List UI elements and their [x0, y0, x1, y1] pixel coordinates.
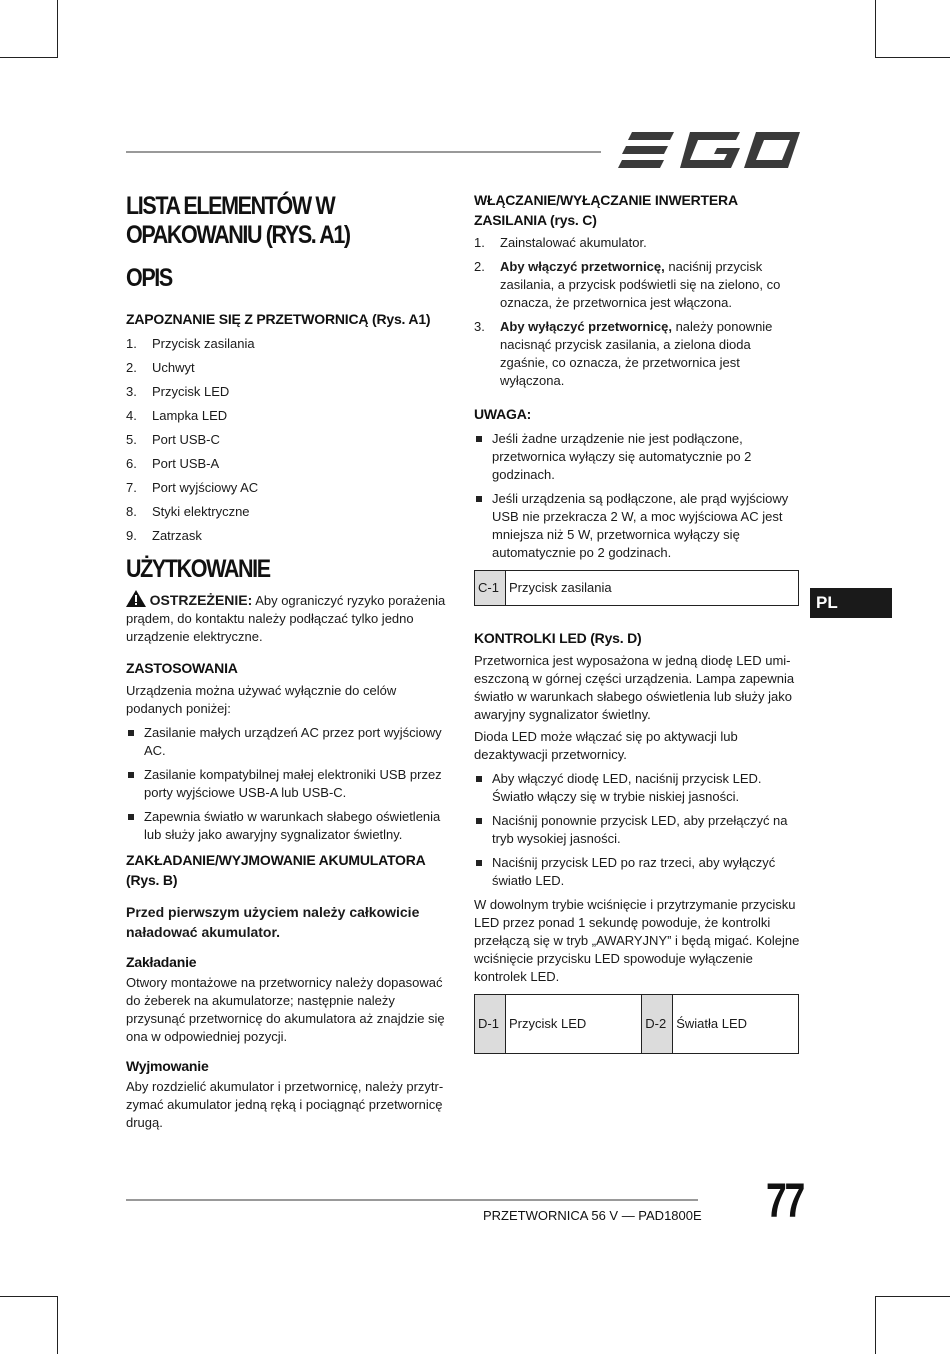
ego-logo	[618, 128, 800, 172]
item-text: Zapewnia światło w warunkach słabego oświetlenia lub służy jako awaryjny sygnalizator świetlny.	[144, 809, 441, 842]
battery-note: Przed pierwszym użyciem należy całkowicie naładować akumulator.	[126, 904, 420, 940]
item-text: Jeśli urządzenia są podłączone, ale prąd wyjściowy USB nie przekracza 2 W, a moc wyjściowa AC jest mniejsza niż 5 W, przetwornica wyłączy się automatycznie po 2 godzinach.	[492, 491, 789, 560]
item-text	[500, 234, 800, 252]
item-text: Zatrzask	[152, 528, 202, 543]
remove-text: Aby rozdzielić akumulator i przetwornicę, należy przytrzymać akumulator jedną ręką i pociągnąć przetwornicę drugą.	[126, 1079, 444, 1130]
install-heading: Zakładanie	[126, 954, 197, 970]
item-number: 7.	[126, 480, 137, 495]
warning-triangle-icon	[126, 590, 146, 607]
table-value: Przycisk LED	[506, 995, 642, 1054]
crop-mark	[875, 1296, 950, 1297]
footer-rule	[126, 1199, 698, 1201]
table-row	[475, 995, 799, 1054]
list-item	[126, 527, 454, 545]
applications-heading: ZASTOSOWANIA	[126, 660, 238, 676]
item-number: 2.	[474, 259, 485, 274]
item-number: 3.	[126, 384, 137, 399]
crop-mark	[875, 57, 950, 58]
item-text: Jeśli żadne urządzenie nie jest podłączone, przetwornica wyłączy się automatycznie po 2 godzinach.	[492, 431, 752, 482]
notes-list	[474, 430, 800, 562]
list-item	[126, 766, 454, 802]
list-item	[474, 318, 800, 390]
crop-mark	[57, 0, 58, 58]
list-item	[126, 724, 454, 760]
list-item	[474, 234, 800, 252]
item-number: 6.	[126, 456, 137, 471]
item-text: Uchwyt	[152, 360, 195, 375]
table-row	[475, 571, 799, 606]
item-text	[500, 258, 800, 312]
list-item	[126, 455, 454, 473]
note-heading: UWAGA:	[474, 406, 532, 422]
item-text: Port USB-A	[152, 456, 220, 471]
led-intro-1: Przetwornica jest wyposażona w jedną diodę LED umieszczoną w górnej części urządzenia. Lampa zapewnia światło w warunkach słabego oświetlenia lub służy jako awaryjny sygnalizator świetlny.	[474, 653, 795, 722]
table-c	[474, 570, 799, 606]
onoff-steps	[474, 234, 800, 390]
item-number: 8.	[126, 504, 137, 519]
item-rest: naciśnij przycisk zasilania, a przycisk podświetli się na zielono, co oznacza, że przetwornica jest włączona.	[500, 259, 781, 310]
item-number: 3.	[474, 319, 485, 334]
item-rest: należy ponownie nacisnąć przycisk zasilania, a zielona dioda zgaśnie, co oznacza, że przetwornica jest wyłączona.	[500, 319, 773, 388]
list-item	[474, 854, 800, 890]
table-value: Światła LED	[673, 995, 799, 1054]
opis-title: OPIS	[126, 264, 172, 292]
crop-mark	[875, 0, 876, 58]
bullet-square-icon	[128, 730, 134, 736]
header-rule	[126, 151, 601, 153]
battery-heading: ZAKŁADANIE/WYJMOWANIE AKUMULATORA (Rys. B)	[126, 852, 426, 888]
item-text: Przycisk zasilania	[152, 336, 255, 351]
bullet-square-icon	[128, 772, 134, 778]
usage-title: UŻYTKOWANIE	[126, 555, 270, 583]
item-number: 9.	[126, 528, 137, 543]
bullet-square-icon	[476, 860, 482, 866]
warning-label: OSTRZEŻENIE:	[149, 592, 253, 608]
item-rest: Zainstalować akumulator.	[500, 235, 647, 250]
item-text: Zasilanie kompatybilnej małej elektroniki USB przez porty wyjściowe USB-A lub USB-C.	[144, 767, 442, 800]
bullet-square-icon	[476, 496, 482, 502]
list-item	[474, 258, 800, 312]
item-bold: Aby włączyć przetwornicę,	[500, 259, 665, 274]
applications-list	[126, 724, 454, 844]
parts-list	[126, 335, 454, 545]
item-text: Przycisk LED	[152, 384, 230, 399]
list-item	[474, 430, 800, 484]
item-number: 2.	[126, 360, 137, 375]
warning	[126, 590, 454, 646]
table-d	[474, 994, 799, 1054]
item-text	[500, 318, 800, 390]
item-number: 1.	[474, 235, 485, 250]
list-item	[126, 335, 454, 353]
list-item	[474, 812, 800, 848]
item-text: Naciśnij przycisk LED po raz trzeci, aby wyłączyć światło LED.	[492, 855, 776, 888]
list-item	[126, 383, 454, 401]
right-column	[474, 190, 800, 1054]
list-item	[474, 490, 800, 562]
footer-product: PRZETWORNICA 56 V — PAD1800E	[483, 1208, 702, 1223]
list-item	[126, 407, 454, 425]
item-text: Lampka LED	[152, 408, 228, 423]
led-intro-2: Dioda LED może włączać się po aktywacji lub dezaktywacji przetwornicy.	[474, 729, 738, 762]
left-column	[126, 190, 454, 1132]
bullet-square-icon	[476, 818, 482, 824]
crop-mark	[875, 1296, 876, 1354]
bullet-square-icon	[128, 814, 134, 820]
table-key: C-1	[475, 571, 506, 606]
item-text: Port USB-C	[152, 432, 220, 447]
led-heading: KONTROLKI LED (Rys. D)	[474, 630, 642, 646]
list-item	[474, 770, 800, 806]
page-number: 77	[766, 1175, 803, 1228]
item-number: 5.	[126, 432, 137, 447]
crop-mark	[57, 1296, 58, 1354]
item-text: Naciśnij ponownie przycisk LED, aby przełączyć na tryb wysokiej jasności.	[492, 813, 788, 846]
list-item	[126, 479, 454, 497]
install-text: Otwory montażowe na przetwornicy należy dopasować do żeberek na akumulatorze; następnie należy przysunąć przetwornicę do akumulatora aż znajdzie się ona w odpowiedniej pozycji.	[126, 975, 445, 1044]
list-item	[126, 808, 454, 844]
item-number: 1.	[126, 336, 137, 351]
led-bullets	[474, 770, 800, 890]
list-item	[126, 431, 454, 449]
crop-mark	[0, 57, 58, 58]
item-text: Aby włączyć diodę LED, naciśnij przycisk LED. Światło włączy się w trybie niskiej jasności.	[492, 771, 762, 804]
bullet-square-icon	[476, 436, 482, 442]
applications-intro: Urządzenia można używać wyłącznie do celów podanych poniżej:	[126, 683, 397, 716]
language-tab: PL	[810, 588, 892, 618]
table-key: D-2	[642, 995, 673, 1054]
item-text: Styki elektryczne	[152, 504, 250, 519]
item-bold: Aby wyłączyć przetwornicę,	[500, 319, 672, 334]
item-text: Port wyjściowy AC	[152, 480, 259, 495]
onoff-heading: WŁĄCZANIE/WYŁĄCZANIE INWERTERA ZASILANIA (rys. C)	[474, 192, 738, 228]
bullet-square-icon	[476, 776, 482, 782]
intro-heading: ZAPOZNANIE SIĘ Z PRZETWORNICĄ (Rys. A1)	[126, 311, 431, 327]
list-item	[126, 359, 454, 377]
item-text: Zasilanie małych urządzeń AC przez port wyjściowy AC.	[144, 725, 442, 758]
crop-mark	[0, 1296, 58, 1297]
remove-heading: Wyjmowanie	[126, 1058, 209, 1074]
list-item	[126, 503, 454, 521]
led-outro: W dowolnym trybie wciśnięcie i przytrzymanie przycisku LED przez ponad 1 sekundę powoduje, że kontrolki przełączą się w tryb „AWARYJNY” i będą migać. Kolejne wciśnięcie przycisku LED spowoduje wyłączenie kontrolek LED.	[474, 897, 800, 984]
table-value: Przycisk zasilania	[506, 571, 799, 606]
item-number: 4.	[126, 408, 137, 423]
table-key: D-1	[475, 995, 506, 1054]
package-contents-title: LISTA ELEMENTÓW W OPAKOWANIU (RYS. A1)	[126, 192, 350, 249]
warning-text: Aby ograniczyć ryzyko porażenia prądem, do kontaktu należy podłączać tylko jedno urządzenie elektryczne.	[126, 593, 446, 644]
